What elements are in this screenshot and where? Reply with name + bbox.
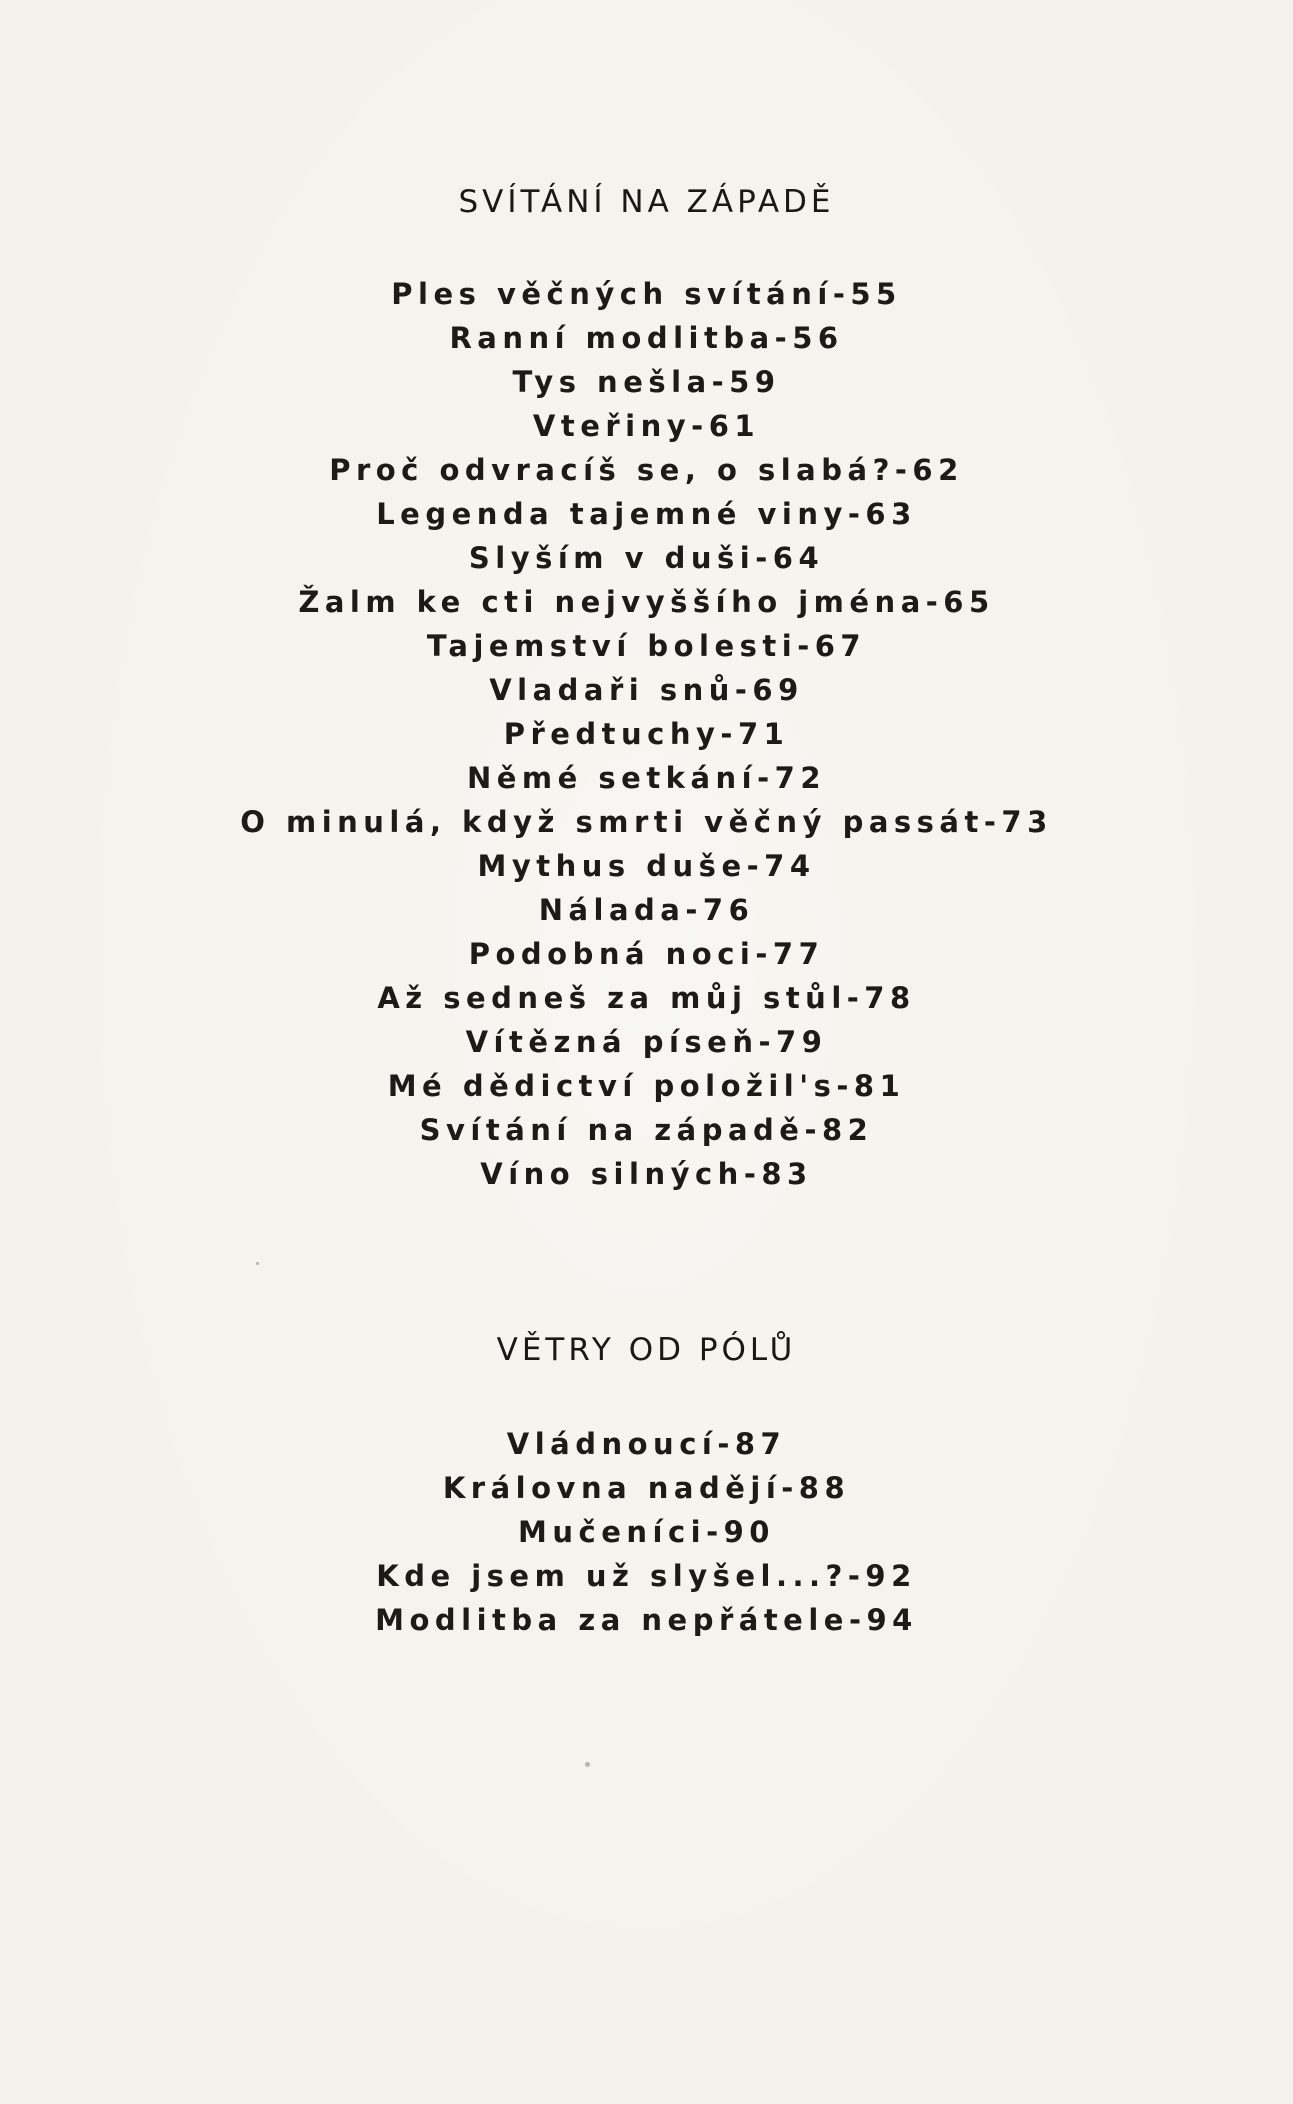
toc-entry: Mučeníci-90 (518, 1515, 775, 1549)
toc-entry: Víno silných-83 (480, 1157, 813, 1191)
toc-entry: Podobná noci-77 (468, 937, 825, 971)
paper-speck (256, 1262, 259, 1265)
paper-speck (585, 1762, 590, 1767)
section-title-vetry-od-polu: VĚTRY OD PÓLŮ (496, 1332, 797, 1368)
toc-entry: Mythus duše-74 (477, 849, 816, 883)
toc-entry: Ranní modlitba-56 (449, 321, 844, 355)
toc-entry: Vítězná píseň-79 (465, 1025, 828, 1059)
toc-entry: Až sedneš za můj stůl-78 (377, 981, 916, 1015)
toc-entry: Královna nadějí-88 (442, 1471, 851, 1505)
toc-entry: Němé setkání-72 (466, 761, 827, 795)
toc-list-vetry-od-polu (0, 1422, 1293, 1642)
toc-entry: Vládnoucí-87 (506, 1427, 787, 1461)
toc-entry: Mé dědictví položil's-81 (387, 1069, 906, 1103)
toc-entry: Legenda tajemné viny-63 (376, 497, 917, 531)
toc-entry: Předtuchy-71 (503, 717, 790, 751)
toc-entry: Modlitba za nepřátele-94 (375, 1603, 918, 1637)
toc-entry: Vladaři snů-69 (489, 673, 804, 707)
toc-entry: Nálada-76 (538, 893, 755, 927)
toc-list-svitani-na-zapade (0, 272, 1293, 1196)
toc-entry: O minulá, když smrti věčný passát-73 (240, 805, 1053, 839)
toc-entry: Kde jsem už slyšel...?-92 (376, 1559, 917, 1593)
toc-entry: Ples věčných svítání-55 (391, 277, 902, 311)
toc-entry: Žalm ke cti nejvyššího jména-65 (298, 585, 995, 619)
toc-entry: Slyším v duši-64 (468, 541, 825, 575)
toc-entry: Vteřiny-61 (532, 409, 761, 443)
toc-entry: Tys nešla-59 (512, 365, 781, 399)
toc-entry: Proč odvracíš se, o slabá?-62 (329, 453, 964, 487)
section-title-svitani-na-zapade: SVÍTÁNÍ NA ZÁPADĚ (458, 184, 835, 220)
toc-entry: Svítání na západě-82 (419, 1113, 874, 1147)
toc-entry: Tajemství bolesti-67 (426, 629, 867, 663)
